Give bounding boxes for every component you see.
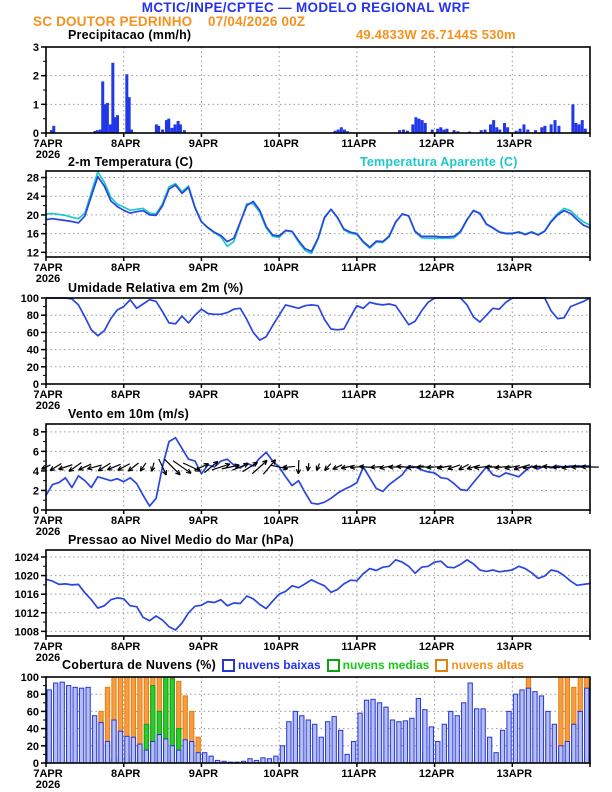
page-title: MCTIC/INPE/CPTEC — MODELO REGIONAL WRF: [141, 0, 471, 15]
svg-text:2026: 2026: [35, 779, 61, 791]
svg-text:9APR: 9APR: [188, 768, 219, 780]
svg-text:9APR: 9APR: [188, 138, 219, 150]
svg-text:10APR: 10APR: [263, 768, 299, 780]
svg-text:2026: 2026: [35, 400, 61, 412]
svg-text:24: 24: [26, 191, 39, 204]
svg-text:13APR: 13APR: [496, 138, 533, 150]
svg-text:20: 20: [26, 740, 39, 753]
svg-text:9APR: 9APR: [188, 515, 219, 527]
svg-text:8APR: 8APR: [111, 768, 141, 780]
svg-text:60: 60: [26, 327, 39, 340]
high-clouds-swatch-icon: [435, 659, 448, 672]
svg-text:8APR: 8APR: [111, 515, 141, 527]
svg-text:12APR: 12APR: [418, 262, 455, 274]
svg-text:2: 2: [32, 485, 39, 498]
svg-text:10APR: 10APR: [263, 641, 299, 653]
panel-title-humidity: Umidade Relativa em 2m (%): [68, 281, 244, 295]
svg-text:11APR: 11APR: [341, 262, 377, 274]
svg-text:1016: 1016: [14, 589, 39, 602]
legend-item-low-clouds: [222, 658, 321, 672]
mid-clouds-swatch-icon: [327, 659, 340, 672]
svg-text:9APR: 9APR: [188, 389, 219, 401]
run-datetime: 07/04/2026 00Z: [208, 14, 306, 29]
svg-text:80: 80: [26, 689, 39, 702]
temperature-2m-panel: [27, 171, 590, 285]
svg-text:7APR: 7APR: [33, 262, 63, 274]
svg-text:0: 0: [32, 505, 39, 517]
panel-title-pressure: Pressao ao Nivel Medio do Mar (hPa): [68, 533, 294, 547]
svg-text:8APR: 8APR: [111, 262, 141, 274]
svg-text:11APR: 11APR: [341, 138, 377, 150]
svg-text:12APR: 12APR: [418, 515, 455, 527]
svg-text:12APR: 12APR: [418, 641, 455, 653]
svg-text:8APR: 8APR: [111, 641, 141, 653]
relative-humidity-2m-panel: [21, 293, 590, 412]
svg-text:13APR: 13APR: [496, 768, 533, 780]
svg-text:7APR: 7APR: [33, 515, 63, 527]
svg-text:9APR: 9APR: [188, 262, 219, 274]
panel-title-cloud-cover: Cobertura de Nuvens (%): [62, 658, 216, 672]
legend-item-high-clouds: [435, 658, 524, 672]
svg-text:40: 40: [26, 723, 39, 736]
low-clouds-swatch-icon: [222, 659, 235, 672]
svg-text:10APR: 10APR: [263, 138, 299, 150]
svg-text:3: 3: [32, 42, 39, 54]
svg-text:13APR: 13APR: [496, 641, 533, 653]
svg-text:2026: 2026: [35, 652, 61, 664]
svg-text:11APR: 11APR: [341, 515, 377, 527]
svg-text:1020: 1020: [14, 570, 39, 583]
svg-text:2: 2: [32, 70, 39, 83]
svg-text:28: 28: [26, 172, 39, 185]
cloud-legend-row: [62, 658, 524, 672]
panel-title-wind: Vento em 10m (m/s): [68, 407, 190, 421]
svg-text:2026: 2026: [35, 526, 61, 538]
panel-title-temperature: 2-m Temperatura (C): [68, 155, 194, 169]
svg-text:12: 12: [26, 247, 39, 260]
svg-text:16: 16: [26, 228, 39, 241]
svg-text:12APR: 12APR: [418, 768, 455, 780]
svg-text:7APR: 7APR: [33, 389, 63, 401]
svg-text:2026: 2026: [35, 149, 61, 161]
svg-text:1: 1: [32, 99, 39, 112]
svg-text:100: 100: [20, 672, 39, 684]
svg-text:7APR: 7APR: [33, 641, 63, 653]
svg-text:11APR: 11APR: [341, 389, 377, 401]
svg-text:11APR: 11APR: [341, 768, 377, 780]
legend-label-low-clouds: nuvens baixas: [237, 658, 321, 672]
svg-text:6: 6: [32, 446, 39, 459]
svg-text:8: 8: [32, 426, 39, 439]
svg-text:1008: 1008: [14, 626, 39, 639]
legend-item-mid-clouds: [327, 658, 430, 672]
legend-label-mid-clouds: nuvens medias: [342, 658, 430, 672]
svg-text:40: 40: [26, 344, 39, 357]
wind-10m-panel: [33, 424, 599, 538]
svg-text:1012: 1012: [14, 607, 39, 620]
svg-text:100: 100: [20, 293, 39, 305]
svg-text:1024: 1024: [14, 551, 39, 564]
precipitation-panel: [33, 42, 590, 161]
svg-text:8APR: 8APR: [111, 138, 141, 150]
svg-text:13APR: 13APR: [496, 389, 533, 401]
svg-text:20: 20: [26, 361, 39, 374]
svg-text:4: 4: [32, 465, 39, 478]
svg-text:2026: 2026: [35, 273, 61, 285]
svg-text:80: 80: [26, 310, 39, 323]
svg-text:10APR: 10APR: [263, 515, 299, 527]
svg-text:11APR: 11APR: [341, 641, 377, 653]
svg-text:9APR: 9APR: [188, 641, 219, 653]
station-name: SC DOUTOR PEDRINHO: [33, 14, 193, 29]
svg-text:20: 20: [26, 209, 39, 222]
svg-text:8APR: 8APR: [111, 389, 141, 401]
svg-text:0: 0: [32, 128, 39, 140]
svg-text:7APR: 7APR: [33, 138, 63, 150]
panel-title-precipitation: Precipitacao (mm/h): [68, 28, 192, 42]
svg-text:7APR: 7APR: [33, 768, 63, 780]
legend-apparent-temperature: Temperatura Aparente (C): [360, 155, 518, 169]
station-coordinates: 49.4833W 26.7144S 530m: [356, 27, 516, 42]
mean-sea-level-pressure-panel: [15, 550, 590, 664]
svg-text:0: 0: [32, 379, 39, 391]
svg-text:12APR: 12APR: [418, 389, 455, 401]
svg-text:10APR: 10APR: [263, 389, 299, 401]
cloud-cover-panel: [21, 672, 590, 791]
svg-text:0: 0: [32, 758, 39, 770]
legend-label-high-clouds: nuvens altas: [451, 658, 525, 672]
svg-text:60: 60: [26, 706, 39, 719]
svg-text:13APR: 13APR: [496, 515, 533, 527]
svg-text:13APR: 13APR: [496, 262, 533, 274]
svg-text:12APR: 12APR: [418, 138, 455, 150]
svg-text:10APR: 10APR: [263, 262, 299, 274]
